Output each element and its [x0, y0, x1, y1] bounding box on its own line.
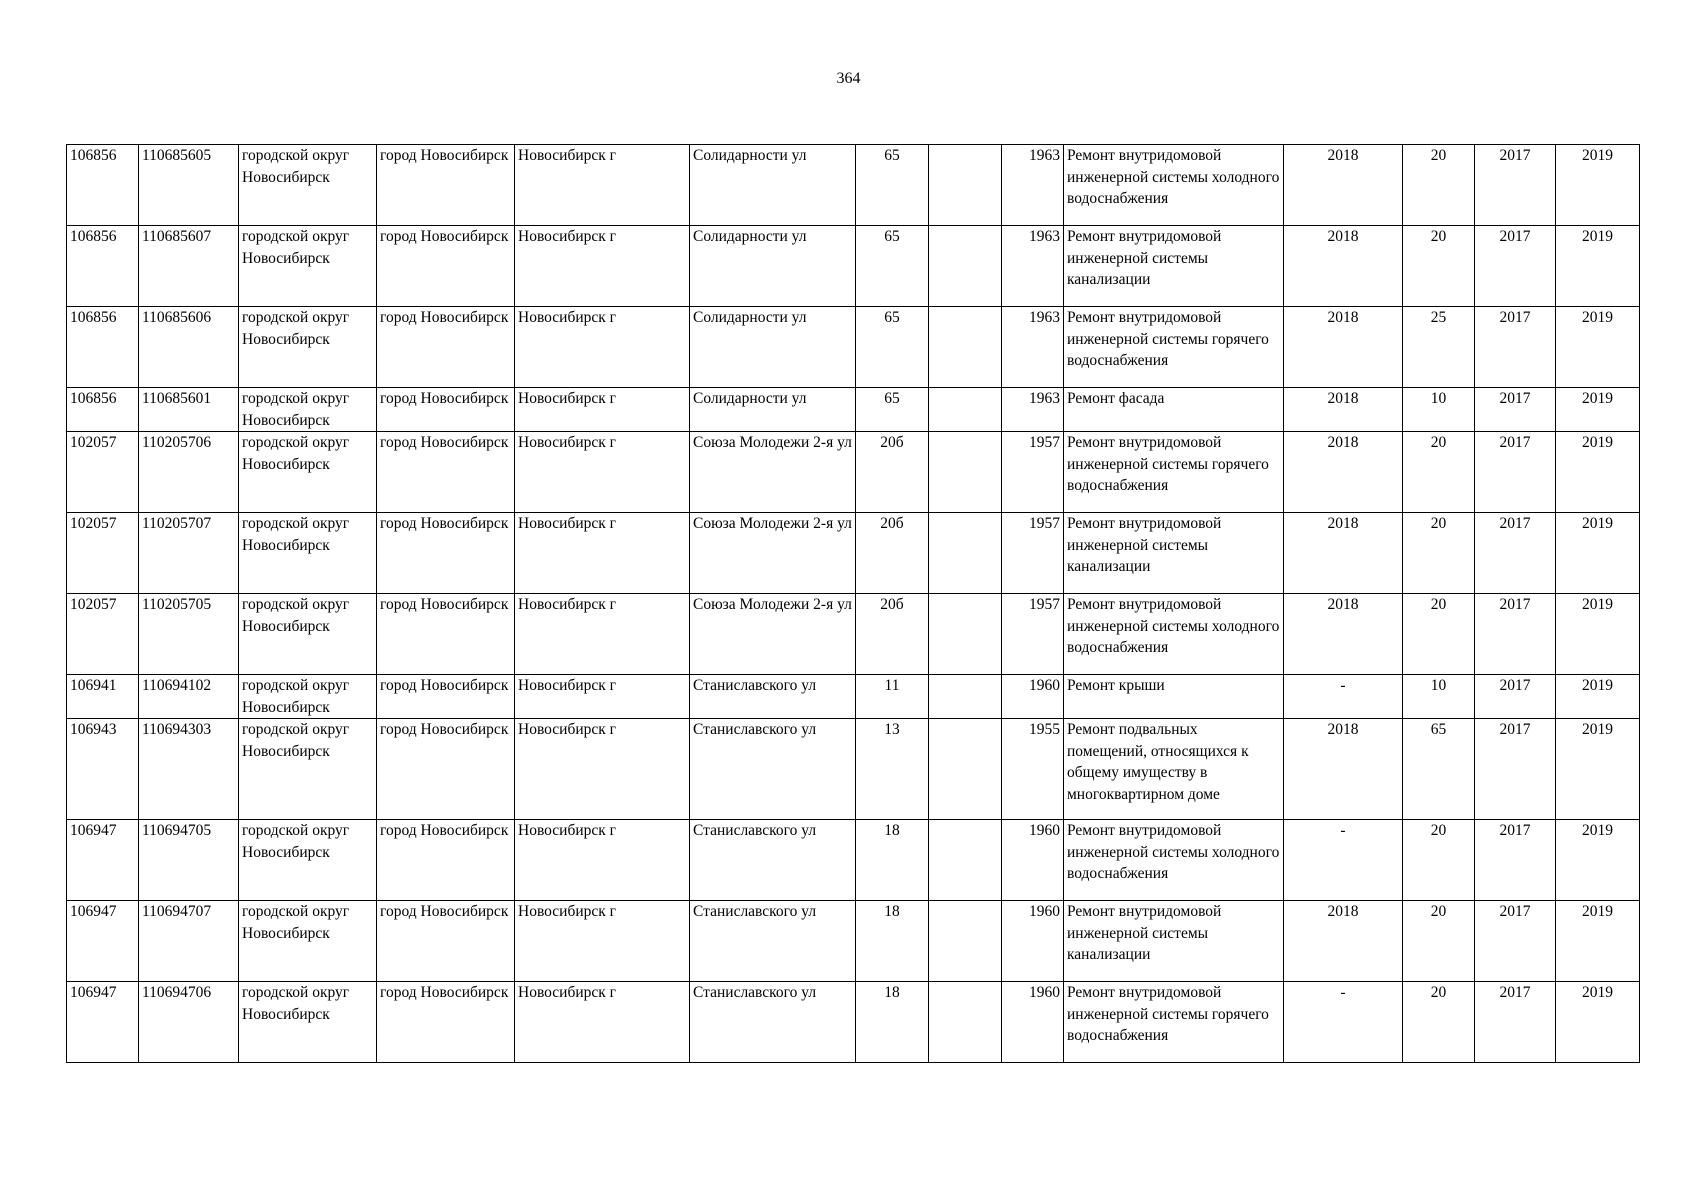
- locality-cell: Новосибирск г: [515, 226, 690, 307]
- work-id-cell: 110694303: [139, 719, 239, 820]
- work-id-cell: 110694707: [139, 901, 239, 982]
- locality-cell: Новосибирск г: [515, 432, 690, 513]
- building-cell: [929, 675, 1002, 719]
- street-cell: Станиславского ул: [690, 675, 856, 719]
- value-cell: 10: [1403, 675, 1475, 719]
- locality-cell: Новосибирск г: [515, 675, 690, 719]
- house-id-cell: 102057: [67, 432, 139, 513]
- work-type-cell: Ремонт внутридомовой инженерной системы холодного водоснабжения: [1064, 145, 1284, 226]
- last-repair-cell: 2018: [1284, 145, 1403, 226]
- period-end-cell: 2019: [1556, 675, 1640, 719]
- house-number-cell: 18: [856, 901, 929, 982]
- table-row: [67, 675, 1640, 719]
- settlement-cell: город Новосибирск: [377, 594, 515, 675]
- value-cell: 25: [1403, 307, 1475, 388]
- municipality-cell: городской округ Новосибирск: [239, 820, 377, 901]
- house-id-cell: 106947: [67, 901, 139, 982]
- year-built-cell: 1960: [1002, 982, 1064, 1063]
- period-start-cell: 2017: [1475, 901, 1556, 982]
- table-row: [67, 307, 1640, 388]
- last-repair-cell: 2018: [1284, 307, 1403, 388]
- work-type-cell: Ремонт внутридомовой инженерной системы холодного водоснабжения: [1064, 594, 1284, 675]
- building-cell: [929, 513, 1002, 594]
- page-number: 364: [836, 70, 861, 87]
- building-cell: [929, 307, 1002, 388]
- municipality-cell: городской округ Новосибирск: [239, 594, 377, 675]
- last-repair-cell: 2018: [1284, 513, 1403, 594]
- settlement-cell: город Новосибирск: [377, 145, 515, 226]
- work-type-cell: Ремонт внутридомовой инженерной системы горячего водоснабжения: [1064, 307, 1284, 388]
- settlement-cell: город Новосибирск: [377, 719, 515, 820]
- value-cell: 20: [1403, 901, 1475, 982]
- last-repair-cell: 2018: [1284, 226, 1403, 307]
- work-id-cell: 110205707: [139, 513, 239, 594]
- table-row: [67, 226, 1640, 307]
- house-id-cell: 106941: [67, 675, 139, 719]
- work-type-cell: Ремонт внутридомовой инженерной системы канализации: [1064, 513, 1284, 594]
- period-end-cell: 2019: [1556, 982, 1640, 1063]
- period-start-cell: 2017: [1475, 675, 1556, 719]
- period-start-cell: 2017: [1475, 982, 1556, 1063]
- period-end-cell: 2019: [1556, 594, 1640, 675]
- period-start-cell: 2017: [1475, 307, 1556, 388]
- house-number-cell: 65: [856, 145, 929, 226]
- house-number-cell: 18: [856, 820, 929, 901]
- locality-cell: Новосибирск г: [515, 982, 690, 1063]
- building-cell: [929, 432, 1002, 513]
- house-id-cell: 106856: [67, 226, 139, 307]
- house-number-cell: 13: [856, 719, 929, 820]
- locality-cell: Новосибирск г: [515, 307, 690, 388]
- period-end-cell: 2019: [1556, 145, 1640, 226]
- last-repair-cell: 2018: [1284, 594, 1403, 675]
- period-end-cell: 2019: [1556, 432, 1640, 513]
- house-id-cell: 106947: [67, 820, 139, 901]
- building-cell: [929, 594, 1002, 675]
- value-cell: 20: [1403, 432, 1475, 513]
- house-number-cell: 20б: [856, 513, 929, 594]
- municipality-cell: городской округ Новосибирск: [239, 719, 377, 820]
- locality-cell: Новосибирск г: [515, 901, 690, 982]
- period-start-cell: 2017: [1475, 820, 1556, 901]
- table-row: [67, 432, 1640, 513]
- settlement-cell: город Новосибирск: [377, 820, 515, 901]
- work-type-cell: Ремонт внутридомовой инженерной системы горячего водоснабжения: [1064, 432, 1284, 513]
- work-type-cell: Ремонт внутридомовой инженерной системы горячего водоснабжения: [1064, 982, 1284, 1063]
- work-id-cell: 110685606: [139, 307, 239, 388]
- locality-cell: Новосибирск г: [515, 388, 690, 432]
- locality-cell: Новосибирск г: [515, 594, 690, 675]
- last-repair-cell: 2018: [1284, 719, 1403, 820]
- period-start-cell: 2017: [1475, 719, 1556, 820]
- house-id-cell: 106943: [67, 719, 139, 820]
- year-built-cell: 1963: [1002, 307, 1064, 388]
- table-row: [67, 982, 1640, 1063]
- work-id-cell: 110685601: [139, 388, 239, 432]
- house-id-cell: 106856: [67, 388, 139, 432]
- street-cell: Солидарности ул: [690, 226, 856, 307]
- year-built-cell: 1957: [1002, 432, 1064, 513]
- house-id-cell: 102057: [67, 513, 139, 594]
- value-cell: 20: [1403, 513, 1475, 594]
- value-cell: 20: [1403, 594, 1475, 675]
- street-cell: Станиславского ул: [690, 719, 856, 820]
- period-start-cell: 2017: [1475, 513, 1556, 594]
- work-id-cell: 110205706: [139, 432, 239, 513]
- value-cell: 20: [1403, 145, 1475, 226]
- settlement-cell: город Новосибирск: [377, 388, 515, 432]
- period-start-cell: 2017: [1475, 432, 1556, 513]
- year-built-cell: 1963: [1002, 145, 1064, 226]
- table-row: [67, 820, 1640, 901]
- year-built-cell: 1963: [1002, 388, 1064, 432]
- value-cell: 20: [1403, 226, 1475, 307]
- period-end-cell: 2019: [1556, 901, 1640, 982]
- work-id-cell: 110685605: [139, 145, 239, 226]
- last-repair-cell: -: [1284, 982, 1403, 1063]
- period-end-cell: 2019: [1556, 307, 1640, 388]
- building-cell: [929, 901, 1002, 982]
- settlement-cell: город Новосибирск: [377, 982, 515, 1063]
- street-cell: Станиславского ул: [690, 982, 856, 1063]
- house-number-cell: 20б: [856, 432, 929, 513]
- settlement-cell: город Новосибирск: [377, 513, 515, 594]
- table-row: [67, 594, 1640, 675]
- locality-cell: Новосибирск г: [515, 820, 690, 901]
- year-built-cell: 1963: [1002, 226, 1064, 307]
- house-id-cell: 102057: [67, 594, 139, 675]
- year-built-cell: 1960: [1002, 901, 1064, 982]
- municipality-cell: городской округ Новосибирск: [239, 675, 377, 719]
- period-end-cell: 2019: [1556, 820, 1640, 901]
- table-row: [67, 901, 1640, 982]
- street-cell: Союза Молодежи 2-я ул: [690, 513, 856, 594]
- work-type-cell: Ремонт фасада: [1064, 388, 1284, 432]
- work-id-cell: 110694705: [139, 820, 239, 901]
- year-built-cell: 1960: [1002, 820, 1064, 901]
- work-type-cell: Ремонт крыши: [1064, 675, 1284, 719]
- building-cell: [929, 719, 1002, 820]
- period-end-cell: 2019: [1556, 388, 1640, 432]
- building-cell: [929, 226, 1002, 307]
- locality-cell: Новосибирск г: [515, 145, 690, 226]
- table-row: [67, 145, 1640, 226]
- street-cell: Солидарности ул: [690, 145, 856, 226]
- house-number-cell: 65: [856, 307, 929, 388]
- building-cell: [929, 145, 1002, 226]
- period-start-cell: 2017: [1475, 145, 1556, 226]
- street-cell: Союза Молодежи 2-я ул: [690, 432, 856, 513]
- street-cell: Солидарности ул: [690, 388, 856, 432]
- street-cell: Союза Молодежи 2-я ул: [690, 594, 856, 675]
- house-id-cell: 106856: [67, 145, 139, 226]
- settlement-cell: город Новосибирск: [377, 226, 515, 307]
- settlement-cell: город Новосибирск: [377, 307, 515, 388]
- settlement-cell: город Новосибирск: [377, 432, 515, 513]
- period-start-cell: 2017: [1475, 226, 1556, 307]
- locality-cell: Новосибирск г: [515, 513, 690, 594]
- work-type-cell: Ремонт внутридомовой инженерной системы холодного водоснабжения: [1064, 820, 1284, 901]
- value-cell: 10: [1403, 388, 1475, 432]
- street-cell: Станиславского ул: [690, 820, 856, 901]
- house-number-cell: 20б: [856, 594, 929, 675]
- year-built-cell: 1957: [1002, 513, 1064, 594]
- table-row: [67, 719, 1640, 820]
- repair-register-table: [66, 144, 1640, 1063]
- last-repair-cell: 2018: [1284, 901, 1403, 982]
- settlement-cell: город Новосибирск: [377, 675, 515, 719]
- table-row: [67, 513, 1640, 594]
- work-id-cell: 110694706: [139, 982, 239, 1063]
- municipality-cell: городской округ Новосибирск: [239, 226, 377, 307]
- house-id-cell: 106947: [67, 982, 139, 1063]
- settlement-cell: город Новосибирск: [377, 901, 515, 982]
- period-start-cell: 2017: [1475, 594, 1556, 675]
- value-cell: 20: [1403, 820, 1475, 901]
- last-repair-cell: -: [1284, 820, 1403, 901]
- table-row: [67, 388, 1640, 432]
- municipality-cell: городской округ Новосибирск: [239, 513, 377, 594]
- locality-cell: Новосибирск г: [515, 719, 690, 820]
- house-id-cell: 106856: [67, 307, 139, 388]
- work-id-cell: 110694102: [139, 675, 239, 719]
- period-start-cell: 2017: [1475, 388, 1556, 432]
- year-built-cell: 1957: [1002, 594, 1064, 675]
- work-id-cell: 110205705: [139, 594, 239, 675]
- value-cell: 65: [1403, 719, 1475, 820]
- work-id-cell: 110685607: [139, 226, 239, 307]
- municipality-cell: городской округ Новосибирск: [239, 307, 377, 388]
- building-cell: [929, 820, 1002, 901]
- municipality-cell: городской округ Новосибирск: [239, 145, 377, 226]
- building-cell: [929, 982, 1002, 1063]
- work-type-cell: Ремонт внутридомовой инженерной системы канализации: [1064, 226, 1284, 307]
- work-type-cell: Ремонт внутридомовой инженерной системы канализации: [1064, 901, 1284, 982]
- year-built-cell: 1955: [1002, 719, 1064, 820]
- work-type-cell: Ремонт подвальных помещений, относящихся к общему имуществу в многоквартирном доме: [1064, 719, 1284, 820]
- house-number-cell: 18: [856, 982, 929, 1063]
- last-repair-cell: -: [1284, 675, 1403, 719]
- municipality-cell: городской округ Новосибирск: [239, 388, 377, 432]
- house-number-cell: 65: [856, 388, 929, 432]
- period-end-cell: 2019: [1556, 226, 1640, 307]
- building-cell: [929, 388, 1002, 432]
- period-end-cell: 2019: [1556, 719, 1640, 820]
- last-repair-cell: 2018: [1284, 432, 1403, 513]
- period-end-cell: 2019: [1556, 513, 1640, 594]
- municipality-cell: городской округ Новосибирск: [239, 982, 377, 1063]
- street-cell: Солидарности ул: [690, 307, 856, 388]
- street-cell: Станиславского ул: [690, 901, 856, 982]
- last-repair-cell: 2018: [1284, 388, 1403, 432]
- house-number-cell: 11: [856, 675, 929, 719]
- municipality-cell: городской округ Новосибирск: [239, 432, 377, 513]
- house-number-cell: 65: [856, 226, 929, 307]
- year-built-cell: 1960: [1002, 675, 1064, 719]
- value-cell: 20: [1403, 982, 1475, 1063]
- municipality-cell: городской округ Новосибирск: [239, 901, 377, 982]
